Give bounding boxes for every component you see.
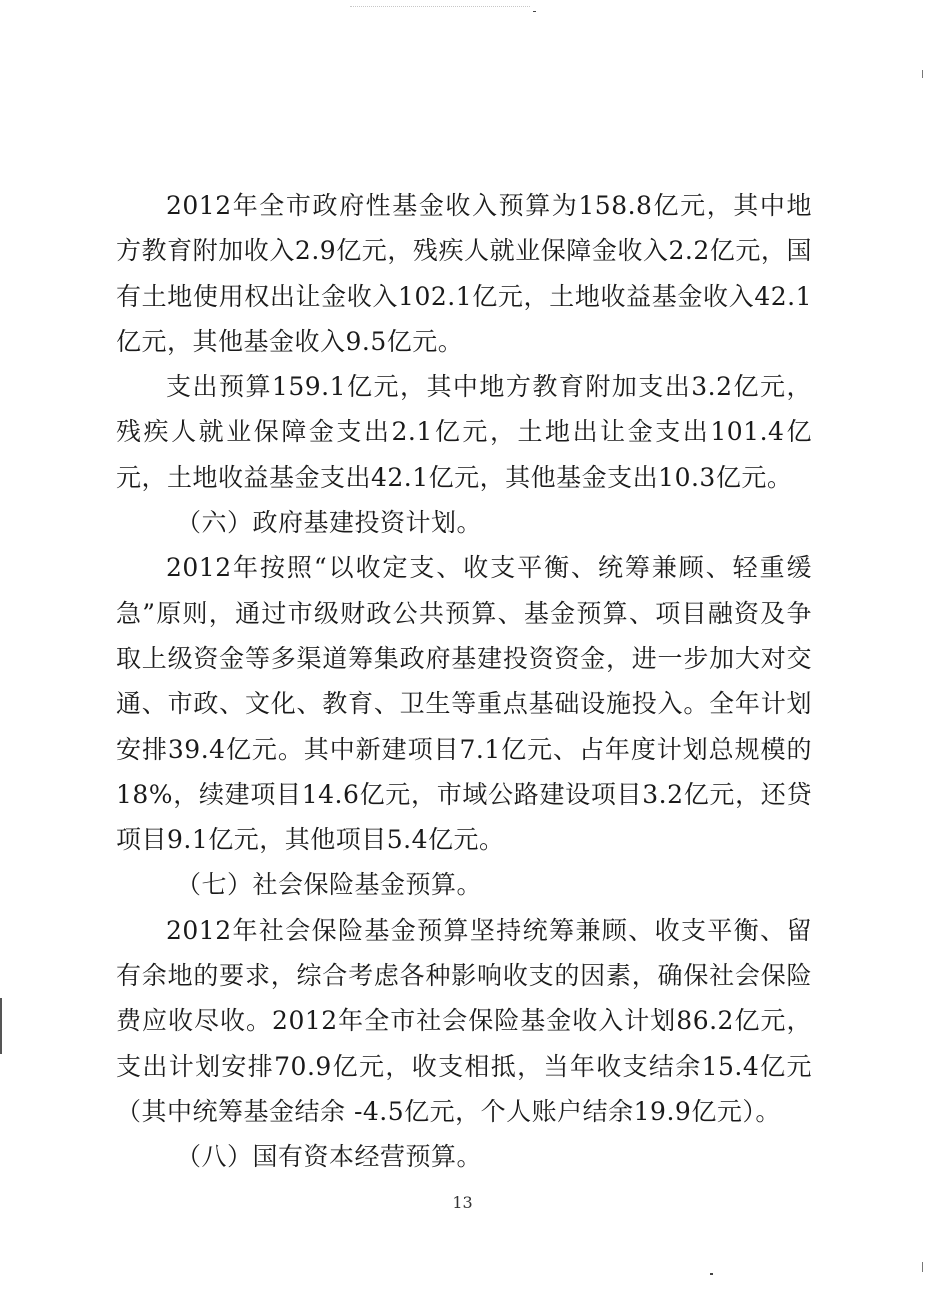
paragraph-fund-expenditure: 支出预算159.1亿元，其中地方教育附加支出3.2亿元，残疾人就业保障金支出2.1亿元，土地出让金支出101.4亿元，土地收益基金支出42.1亿元，其他基金支出10.3亿元。: [116, 372, 812, 492]
section-heading-8: （八）国有资本经营预算。: [176, 1142, 483, 1172]
paragraph-fund-revenue: 2012年全市政府性基金收入预算为158.8亿元，其中地方教育附加收入2.9亿元，残疾人就业保障金收入2.2亿元，国有土地使用权出让金收入102.1亿元，土地收益基金收入42.1亿元，其他基金收入9.5亿元。: [116, 191, 812, 356]
scan-artifact-right-edge: [922, 1262, 923, 1272]
scan-artifact-dot: [710, 1273, 713, 1275]
scan-artifact-left-edge: [0, 998, 2, 1054]
scan-artifact-right-edge: [922, 70, 923, 78]
scan-artifact-dot: [533, 11, 536, 12]
page-number: 13: [452, 1193, 473, 1212]
paragraph-infrastructure-investment: 2012年按照“以收定支、收支平衡、统筹兼顾、轻重缓急”原则，通过市级财政公共预算、基金预算、项目融资及争取上级资金等多渠道筹集政府基建投资资金，进一步加大对交通、市政、文化、教育、卫生等重点基础设施投入。全年计划安排39.4亿元。其中新建项目7.1亿元、占年度计划总规模的18%，续建项目14.6亿元，市域公路建设项目3.2亿元，还贷项目9.1亿元，其他项目5.4亿元。: [116, 553, 812, 855]
section-heading-6: （六）政府基建投资计划。: [176, 508, 483, 538]
section-heading-7: （七）社会保险基金预算。: [176, 870, 483, 900]
paragraph-social-insurance: 2012年社会保险基金预算坚持统筹兼顾、收支平衡、留有余地的要求，综合考虑各种影响收支的因素，确保社会保险费应收尽收。2012年全市社会保险基金收入计划86.2亿元，支出计划安排70.9亿元，收支相抵，当年收支结余15.4亿元（其中统筹基金结余 -4.5亿元，个人账户结余19.9亿元）。: [116, 915, 812, 1126]
document-body: [116, 183, 812, 1180]
scan-artifact-top: [350, 6, 530, 7]
